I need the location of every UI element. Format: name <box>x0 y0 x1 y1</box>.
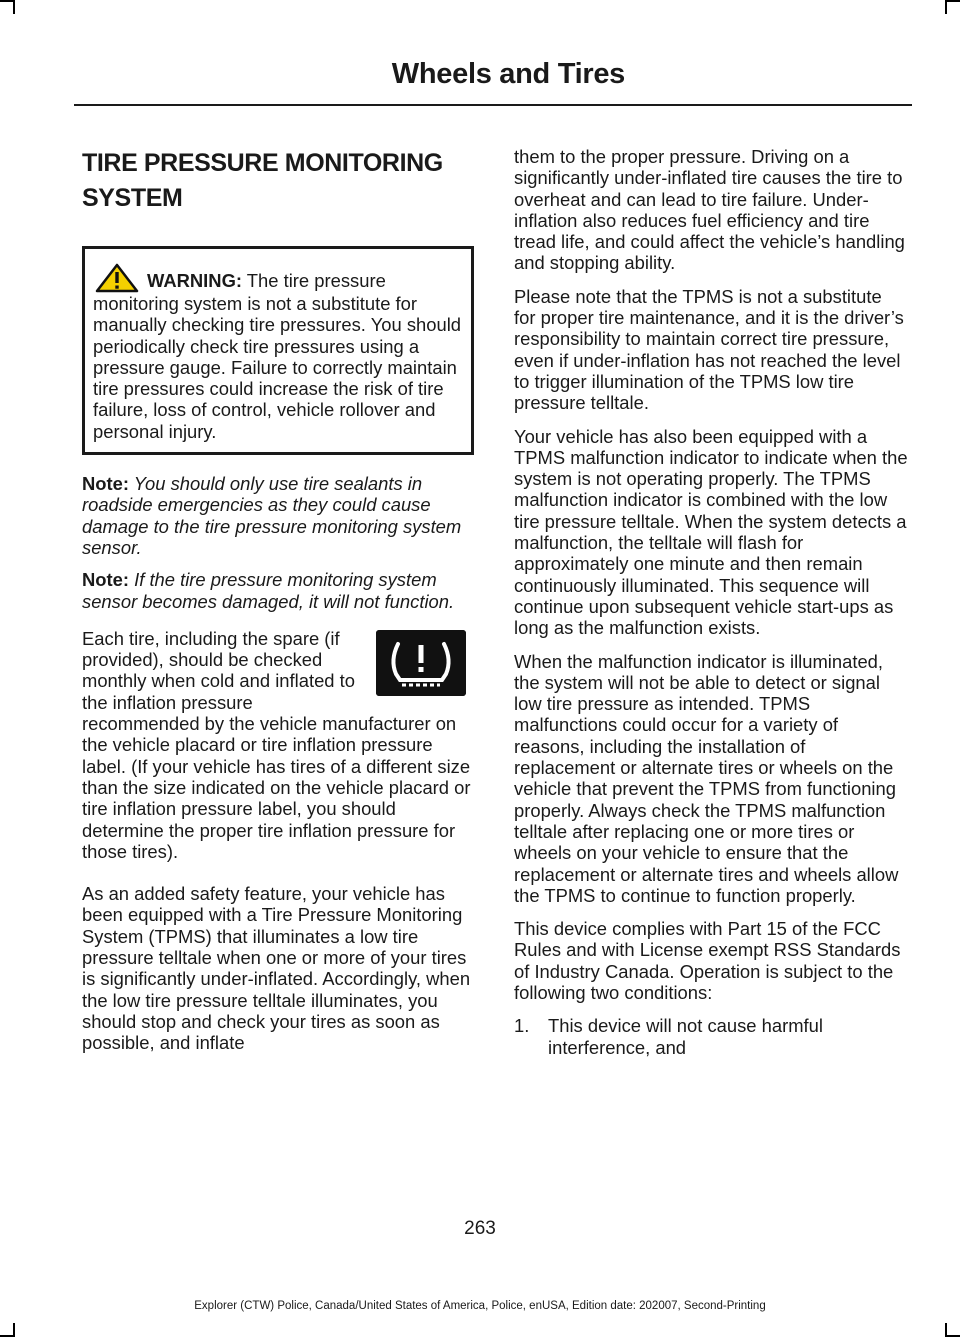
page-header-title: Wheels and Tires <box>391 58 625 90</box>
header-rule <box>74 104 912 106</box>
crop-mark <box>946 0 960 2</box>
crop-mark <box>945 0 947 14</box>
list-item <box>514 1015 908 1058</box>
note-text: You should only use tire sealants in roadside emergencies as they could cause damage to the tire pressure monitoring system sensor. <box>82 473 462 558</box>
page-number: 263 <box>464 1218 496 1239</box>
paragraph: them to the proper pressure. Driving on a significantly under-inflated tire causes the tire to overheat and can lead to tire failure. Under-inflation also reduces fuel efficiency and tire tread life, and could affect the vehicle’s handling and stopping ability. <box>514 146 905 274</box>
note-1 <box>82 473 474 558</box>
warning-triangle-icon <box>95 263 139 293</box>
paragraph: Please note that the TPMS is not a substitute for proper tire maintenance, and it is the driver’s responsibility to maintain correct tire pressure, even if under-inflation has not reached the level to trigger illumination of the TPMS low tire pressure telltale. <box>514 285 904 414</box>
paragraph: Your vehicle has also been equipped with a TPMS malfunction indicator to indicate when the system is not operating properly. The TPMS malfunction indicator is combined with the low tire pressure telltale. When the system detects a malfunction, the telltale will flash for approximately one minute and then remain continuously illuminated. This sequence will continue upon subsequent vehicle start-ups as long as the malfunction exists. <box>514 425 908 639</box>
crop-mark <box>13 1323 15 1337</box>
section-title: TIRE PRESSURE MONITORING SYSTEM <box>82 149 443 212</box>
paragraph: As an added safety feature, your vehicle has been equipped with a Tire Pressure Monitoring System (TPMS) that illuminates a low tire pressure telltale when one or more of your tires is significantly under-inflated. Accordingly, when the low tire pressure telltale illuminates, you should stop and check your tires as soon as possible, and inflate <box>82 883 471 1054</box>
note-2 <box>82 569 474 612</box>
left-column <box>82 146 474 1066</box>
paragraph: This device complies with Part 15 of the FCC Rules and with License exempt RSS Standards of Industry Canada. Operation is subject to the following two conditions: <box>514 918 901 1003</box>
tpms-paragraph-text: Each tire, including the spare (if provided), should be checked monthly when cold and inflated to the inflation pressure recommended by the vehicle manufacturer on the vehicle placard or tire inflation pressure label. (If your vehicle has tires of a different size than the size indicated on the vehicle placard or tire inflation pressure label, you should determine the proper tire inflation pressure for those tires). <box>82 627 471 862</box>
tpms-paragraph <box>82 628 474 862</box>
paragraph: When the malfunction indicator is illuminated, the system will not be able to detect or signal low tire pressure as intended. TPMS malfunctions could occur for a variety of reasons, including the installation of replacement or alternate tires or wheels on the vehicle that prevent the TPMS from functioning properly. Always check the TPMS malfunction telltale after replacing one or more tires or wheels on your vehicle to ensure that the replacement or alternate tires and wheels allow the TPMS to continue to function properly. <box>514 650 899 906</box>
list-number: 1. <box>514 1015 530 1037</box>
note-text: If the tire pressure monitoring system sensor becomes damaged, it will not function. <box>82 569 455 612</box>
right-column <box>514 146 908 1058</box>
note-label: Note: <box>82 569 129 591</box>
crop-mark <box>945 1323 947 1337</box>
note-label: Note: <box>82 473 129 495</box>
crop-mark <box>0 0 14 2</box>
list-text: This device will not cause harmful interference, and <box>548 1015 823 1058</box>
warning-text: The tire pressure monitoring system is not a substitute for manually checking tire pressures. You should periodically check tire pressures using a pressure gauge. Failure to correctly maintain tire pressures could increase the risk of tire failure, loss of control, vehicle rollover and personal injury. <box>93 270 462 442</box>
warning-label: WARNING: <box>147 270 243 291</box>
low-tire-pressure-icon <box>376 630 466 696</box>
crop-mark <box>13 0 15 14</box>
page-footer: Explorer (CTW) Police, Canada/United States of America, Police, enUSA, Edition date: 202007, Second-Printing <box>194 1300 766 1312</box>
warning-box <box>82 246 474 455</box>
